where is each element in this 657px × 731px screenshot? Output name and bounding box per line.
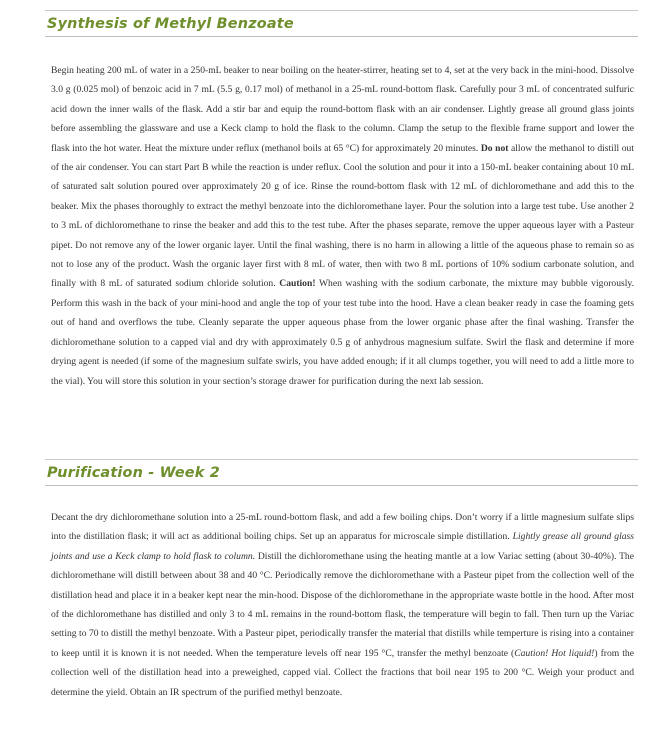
grease-instruction: Lightly grease all ground glass joints and use a Keck clamp to hold flask to column. [51, 531, 635, 562]
synthesis-heading: Synthesis of Methyl Benzoate [47, 16, 294, 32]
purification-text-1: Decant the dry dichloromethane solution into a 25-mL round-bottom flask, and add a few boiling chips. Don’t worry if a little magnesium sulfate slips into the distillation flask; it will act as additional boiling chips. Set up an apparatus for microscale simple distillation. [51, 512, 634, 543]
synthesis-text-3: When washing with the sodium carbonate, the mixture may bubble vigorously. Perform this wash in the back of your mini-hood and angle the top of your test tube into the hood. Have a clean beaker ready in case the foaming gets out of hand and overflows the tube. Cleanly separate the upper aqueous phase from the lower organic phase after the final washing. Transfer the dichloromethane solution to a capped vial and dry with approximately 0.5 g of anhydrous magnesium sulfate. Swirl the flask and determine if more drying agent is needed (if some of the magnesium sulfate swirls, you have added enough; if it all clumps together, you will need to add a little more to the vial). You will store this solution in your section’s storage drawer for purification during the next lab session. [51, 278, 634, 387]
purification-heading [45, 460, 638, 485]
purification-heading-text: Purification - Week 2 [47, 465, 220, 481]
heading-underline-2 [45, 485, 638, 486]
purification-section [45, 459, 638, 702]
synthesis-text-2: allow the methanol to distill out of the air condenser. You can start Part B while the reaction is under reflux. Cool the solution and pour it into a 150-mL beaker containing about 10 mL of saturated salt solution poured over approximately 20 g of ice. Rinse the round-bottom flask with 12 mL of dichloromethane and add this to the beaker. Mix the phases thoroughly to extract the methyl benzoate into the dichloromethane layer. Pour the solution into a large test tube. Use another 2 to 3 mL of dichloromethane to rinse the beaker and add this to the test tube. After the phases separate, remove the upper aqueous layer with a Pasteur pipet. Do not remove any of the lower organic layer. Until the final washing, there is no harm in allowing a little of the aqueous phase to remain so as not to lose any of the product. Wash the organic layer first with 8 mL of water, then with two 8 mL portions of 10% sodium carbonate solution, and finally with 8 mL of saturated sodium chloride solution. [51, 142, 634, 290]
heading-underline [45, 36, 638, 37]
purification-paragraph [45, 508, 634, 702]
do-not-emphasis: Do not [480, 142, 509, 154]
synthesis-text-1: Begin heating 200 mL of water in a 250-mL beaker to near boiling on the heater-stirrer, heating set to 4, set at the very back in the mini-hood. Dissolve 3.0 g (0.025 mol) of benzoic acid in 7 mL (5.5 g, 0.17 mol) of methanol in a 25-mL round-bottom flask. Carefully pour 3 mL of concentrated sulfuric acid down the inner walls of the flask. Add a stir bar and equip the round-bottom flask with an air condenser. Lightly grease all ground glass joints before assembling the glassware and use a Keck clamp to hold the flask to the column. Clamp the setup to the flexible frame support and lower the flask into the hot water. Heat the mixture under reflux (methanol boils at 65 °C) for approximately 20 minutes. [51, 65, 634, 154]
purification-text-3: ) from the collection well of the distillation head into a preweighed, capped vial. Collect the fractions that boil near 195 to 200 °C. Weigh your product and determine the yield. Obtain an IR spectrum of the purified methyl benzoate. [51, 647, 634, 698]
hot-liquid-caution: Caution! Hot liquid! [514, 647, 595, 659]
synthesis-paragraph [45, 61, 634, 391]
synthesis-section [45, 10, 638, 391]
caution-emphasis: Caution! [279, 278, 316, 290]
purification-text-2: Distill the dichloromethane using the heating mantle at a low Variac setting (about 30-40%). The dichloromethane will distill between about 38 and 40 °C. Periodically remove the dichloromethane with a Pasteur pipet from the collection well of the distillation head and place it in a beaker kept near the min-hood. Dispose of the dichloromethane in the appropriate waste bottle in the hood. After most of the dichloromethane has distilled and only 3 to 4 mL remains in the round-bottom flask, the temperature will begin to fall. Then turn up the Variac setting to 70 to distill the methyl benzoate. With a Pasteur pipet, periodically transfer the material that distills while temperture is rising into a container to keep until it is known it is not needed. When the temperature levels off near 195 °C, transfer the methyl benzoate ( [51, 550, 634, 659]
